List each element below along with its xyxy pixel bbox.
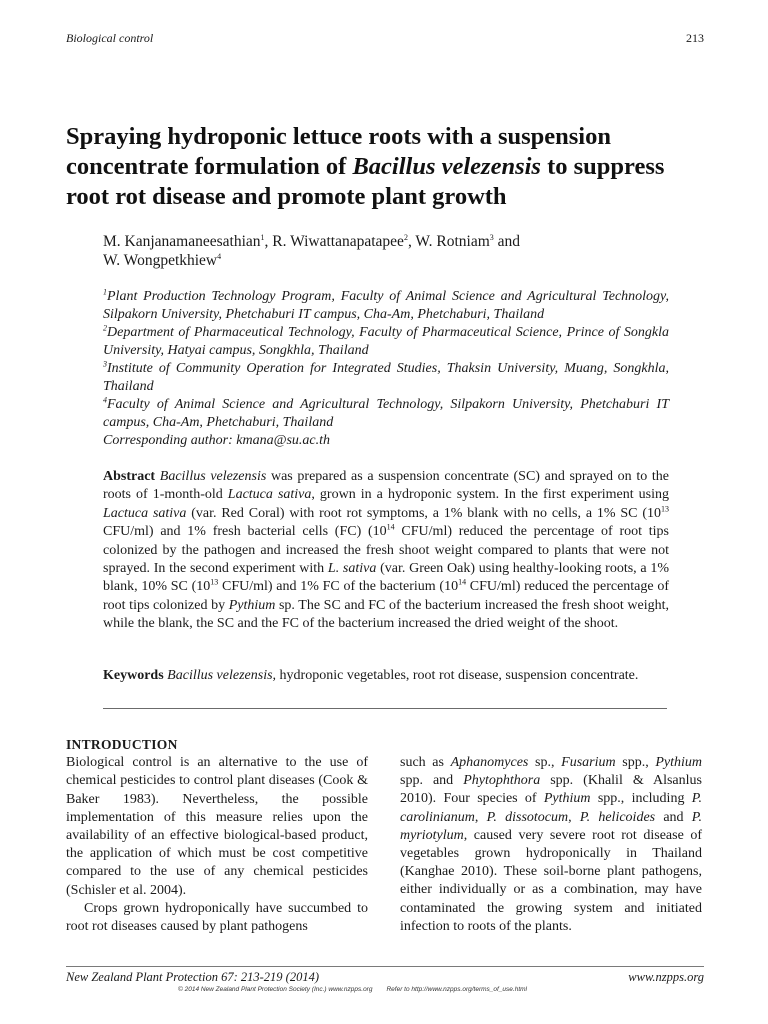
c2-t7: spp. and [400, 773, 464, 789]
section-divider [103, 708, 667, 709]
affiliation-4-text: Faculty of Animal Science and Agricultural Technology, Silpakorn University, Phetchaburi IT campus, Cha-Am, Phetchaburi, Thailand [103, 397, 669, 430]
copyright-text: © 2014 New Zealand Plant Protection Society (Inc.) www.nzpps.org [178, 986, 373, 993]
c2-genus-fusarium: Fusarium [561, 755, 616, 770]
affiliation-3-sup: 3 [103, 359, 107, 369]
affiliation-4 [103, 396, 669, 432]
page-number: 213 [686, 31, 704, 45]
keywords-species: Bacillus velezensis, [167, 668, 277, 683]
title-part-2: to suppress root rot disease and promote plant growth [66, 153, 665, 210]
abstract-species-2: Lactuca sativa [227, 487, 312, 503]
abstract-text-2: was prepared as a suspension concentrate (SC) and sprayed on to the roots of 1-month-old [103, 469, 669, 503]
article-title [66, 122, 706, 212]
c2-t5: spp., [615, 755, 656, 770]
abstract-genus: Pythium [228, 597, 276, 613]
abstract-text-18: sp. The SC and FC of the bacterium increased the fresh shoot weight, while the blank, the SC and the FC of the bacterium increased the dried weight of the shoot. [103, 597, 669, 632]
abstract-exp-4: 14 [458, 577, 467, 587]
corresponding-author: Corresponding author: kmana@su.ac.th [103, 433, 331, 448]
c2-species-dissotocum: P. dissotocum [486, 809, 569, 825]
c2-t13: , [474, 809, 487, 825]
author-1-sup: 1 [260, 232, 265, 242]
terms-of-use: Refer to http://www.nzpps.org/terms_of_use.html [386, 986, 528, 993]
c2-species-carolinianum: P. carolinianum [400, 791, 702, 825]
affiliation-2-sup: 2 [103, 323, 107, 333]
c2-species-helicoides: P. helicoides [579, 809, 656, 825]
running-title: Biological control [66, 31, 154, 45]
c2-t15: , [568, 809, 580, 825]
affiliation-1-sup: 1 [103, 287, 107, 297]
journal-website: www.nzpps.org [628, 970, 704, 984]
c2-t3: sp., [528, 755, 562, 770]
intro-paragraph-1: Biological control is an alternative to the use of chemical pesticides to control plant diseases (Cook & Baker 1983). Nevertheless, the possible implementation of this measure relies upon the availability of an effective biological-based product, the application of which must be cost competitive compared to the use of any chemical pesticides (Schisler et al. 2004). [66, 755, 368, 898]
author-and: and [493, 233, 521, 250]
affiliation-2-text: Department of Pharmaceutical Technology, Faculty of Pharmaceutical Science, Prince of Songkla University, Hatyai campus, Songkhla, Thailand [103, 325, 669, 358]
affiliation-1 [103, 288, 669, 324]
keywords-label: Keywords [103, 668, 164, 683]
c2-species-myriotylum: P. myriotylum [400, 809, 703, 843]
journal-citation: New Zealand Plant Protection 67: 213-219 (2014) [66, 970, 319, 984]
intro-column-2 [400, 754, 702, 936]
author-2: R. Wiwattanapatapee [272, 233, 404, 250]
abstract-label: Abstract [103, 469, 156, 484]
keywords [103, 667, 669, 685]
c2-genus-aphanomyces: Aphanomyces [450, 755, 529, 770]
c2-t9: spp. (Khalil & Alsanlus 2010). Four species of [400, 773, 702, 807]
affiliation-3-text: Institute of Community Operation for Integrated Studies, Thaksin University, Muang, Songkhla, Thailand [103, 361, 669, 394]
author-2-sup: 2 [403, 232, 408, 242]
abstract-text-12: (var. Green Oak) using healthy-looking roots, a 1% blank, 10% SC (10 [103, 561, 669, 595]
abstract-exp-3: 13 [210, 577, 219, 587]
intro-paragraph-2: Crops grown hydroponically have succumbed to root rot diseases caused by plant pathogens [66, 900, 368, 935]
abstract-species: Bacillus velezensis [159, 469, 267, 484]
c2-genus-pythium-2: Pythium [543, 791, 591, 807]
copyright-notice [178, 986, 527, 993]
affiliation-4-sup: 4 [103, 395, 107, 405]
author-4-sup: 4 [217, 251, 222, 261]
title-species: Bacillus velezensis [352, 153, 541, 180]
abstract-species-4: L. sativa [327, 561, 377, 577]
affiliations [103, 288, 669, 450]
c2-t19: , caused very severe root rot disease of vegetables grown hydroponically in Thailand (Kanghae 2010). These soil-borne plant pathogens, either individually or as a combination, may have contaminated the growing system and initiated infection to roots of the plants. [400, 827, 702, 934]
affiliation-2 [103, 324, 669, 360]
author-3-sup: 3 [489, 232, 494, 242]
abstract-exp-2: 14 [386, 522, 395, 532]
intro-column-1 [66, 736, 368, 936]
footer-rule [66, 966, 704, 967]
abstract-text-10: CFU/ml) reduced the percentage of root tips colonized by the pathogen and increased the fresh shoot weight compared to plants that were not sprayed. In the second experiment with [103, 524, 669, 577]
intro-heading: INTRODUCTION [66, 737, 178, 752]
author-list: M. Kanjanamaneesathian$^1$, R. Wiwattanapatapee$^2$, W. Rotniam$^3$ and W. Wongpetkhiew$^4$ [103, 232, 521, 269]
keywords-rest: hydroponic vegetables, root rot disease, suspension concentrate. [276, 668, 639, 683]
abstract-text-6: (var. Red Coral) with root rot symptoms, a 1% blank with no cells, a 1% SC (10 [186, 505, 662, 521]
affiliation-3 [103, 360, 669, 396]
author-1: M. Kanjanamaneesathian [103, 233, 261, 250]
c2-t11: spp., including [590, 791, 692, 807]
c2-t1: such as [400, 755, 451, 770]
abstract-species-3: Lactuca sativa [103, 505, 187, 521]
abstract-exp-1: 13 [661, 504, 670, 514]
abstract-text-4: , grown in a hydroponic system. In the first experiment using [311, 487, 669, 503]
abstract [103, 468, 669, 634]
author-3: W. Rotniam [415, 233, 490, 250]
c2-t17: and [655, 809, 692, 825]
title-part-1: Spraying hydroponic lettuce roots with a suspension concentrate formulation of [66, 123, 611, 180]
affiliation-1-text: Plant Production Technology Program, Faculty of Animal Science and Agricultural Technology, Silpakorn University, Phetchaburi IT campus, Cha-Am, Phetchaburi, Thailand [103, 289, 669, 322]
abstract-text-14: CFU/ml) and 1% FC of the bacterium (10 [218, 579, 459, 595]
author-4: W. Wongpetkhiew [103, 252, 218, 269]
abstract-text-8: CFU/ml) and 1% fresh bacterial cells (FC) (10 [103, 524, 387, 540]
c2-genus-phytophthora: Phytophthora [463, 773, 541, 789]
c2-genus-pythium: Pythium [655, 755, 702, 770]
abstract-text-16: CFU/ml) reduced the percentage of root tips colonized by [103, 579, 669, 613]
